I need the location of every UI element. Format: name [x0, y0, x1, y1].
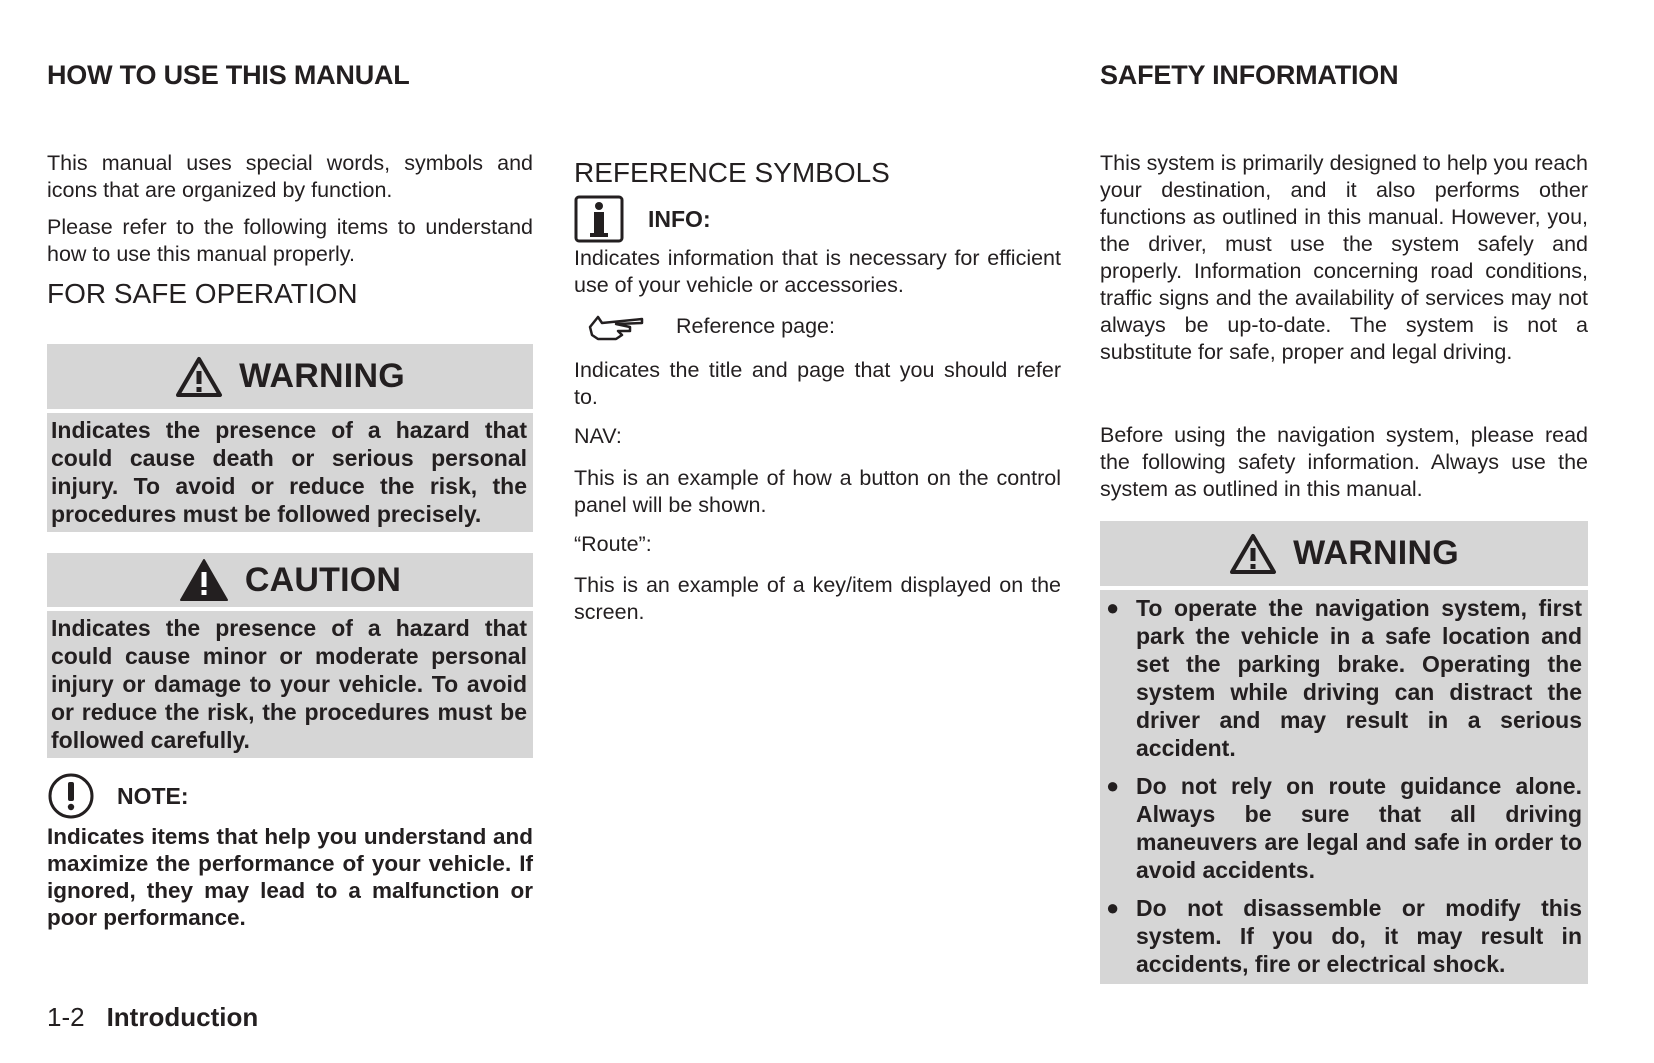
- safety-warning-header: [1100, 521, 1588, 586]
- bullet-dot-icon: ●: [1106, 895, 1120, 920]
- safe-operation-title: FOR SAFE OPERATION: [47, 278, 358, 309]
- info-text: Indicates information that is necessary for efficient use of your vehicle or accessories.: [574, 246, 1061, 297]
- info-label: INFO:: [648, 205, 711, 232]
- caution-header: [47, 553, 533, 607]
- safety-bullet-text: Do not rely on route guidance alone. Always be sure that all driving maneuvers are legal and safe in order to avoid accidents.: [1136, 773, 1582, 883]
- warning-triangle-icon: [175, 356, 223, 398]
- page-title-how-to-use: HOW TO USE THIS MANUAL: [47, 60, 410, 90]
- section-name: Introduction: [106, 1002, 259, 1032]
- safety-bullet-text: To operate the navigation system, first park the vehicle in a safe location and set the parking brake. Operating the system while driving can distract the driver and may result in a serious accident.: [1136, 595, 1582, 761]
- pointing-hand-icon: [586, 309, 646, 343]
- reference-page-label: Reference page:: [676, 313, 835, 338]
- warning-triangle-icon: [1229, 533, 1277, 575]
- note-header: [47, 772, 533, 820]
- nav-label: NAV:: [574, 424, 622, 448]
- info-icon: [574, 195, 624, 243]
- reference-symbols-title: REFERENCE SYMBOLS: [574, 157, 890, 188]
- safety-bullet-text: Do not disassemble or modify this system. If you do, it may result in accidents, fire or electrical shock.: [1136, 895, 1582, 977]
- intro-paragraph-1: This manual uses special words, symbols and icons that are organized by function.: [47, 151, 533, 202]
- safety-paragraph-2: Before using the navigation system, please read the following safety information. Always use the system as outlined in this manual.: [1100, 423, 1588, 501]
- page-number: 1-2: [47, 1002, 85, 1032]
- warning-text: Indicates the presence of a hazard that could cause death or serious personal injury. To avoid or reduce the risk, the procedures must be followed precisely.: [47, 413, 533, 532]
- caution-box: [47, 553, 533, 758]
- page-footer: [47, 1002, 258, 1033]
- safety-bullet: [1106, 594, 1582, 762]
- safety-warning-label: WARNING: [1293, 534, 1459, 572]
- bullet-dot-icon: ●: [1106, 595, 1120, 620]
- safety-information-title: SAFETY INFORMATION: [1100, 60, 1399, 90]
- bullet-dot-icon: ●: [1106, 773, 1120, 798]
- caution-text: Indicates the presence of a hazard that could cause minor or moderate personal injury or damage to your vehicle. To avoid or reduce the risk, the procedures must be followed carefully.: [47, 611, 533, 758]
- warning-box: [47, 344, 533, 532]
- nav-text: This is an example of how a button on the control panel will be shown.: [574, 466, 1061, 517]
- safety-warning-box: [1100, 521, 1588, 984]
- safety-paragraph-1: This system is primarily designed to help you reach your destination, and it also performs other functions as outlined in this manual. However, you, the driver, must use the system safely and properly. Information concerning road conditions, traffic signs and the availability of services may not always be up-to-date. The system is not a substitute for safe, proper and legal driving.: [1100, 151, 1588, 364]
- reference-page-row: [574, 308, 1061, 344]
- caution-triangle-icon: [179, 558, 229, 602]
- note-label: NOTE:: [117, 782, 189, 809]
- exclamation-circle-icon: [47, 772, 95, 820]
- route-label: “Route”:: [574, 532, 652, 556]
- info-header: [574, 194, 1061, 244]
- warning-header: [47, 344, 533, 409]
- reference-page-text: Indicates the title and page that you should refer to.: [574, 358, 1061, 409]
- route-text: This is an example of a key/item displayed on the screen.: [574, 573, 1061, 624]
- safety-warning-body: [1100, 590, 1588, 984]
- warning-label: WARNING: [239, 357, 405, 395]
- note-text: Indicates items that help you understand and maximize the performance of your vehicle. If ignored, they may lead to a malfunction or poor performance.: [47, 824, 533, 930]
- intro-paragraph-2: Please refer to the following items to understand how to use this manual properly.: [47, 215, 533, 266]
- caution-label: CAUTION: [244, 560, 402, 599]
- safety-bullet: [1106, 772, 1582, 884]
- safety-bullet: [1106, 894, 1582, 978]
